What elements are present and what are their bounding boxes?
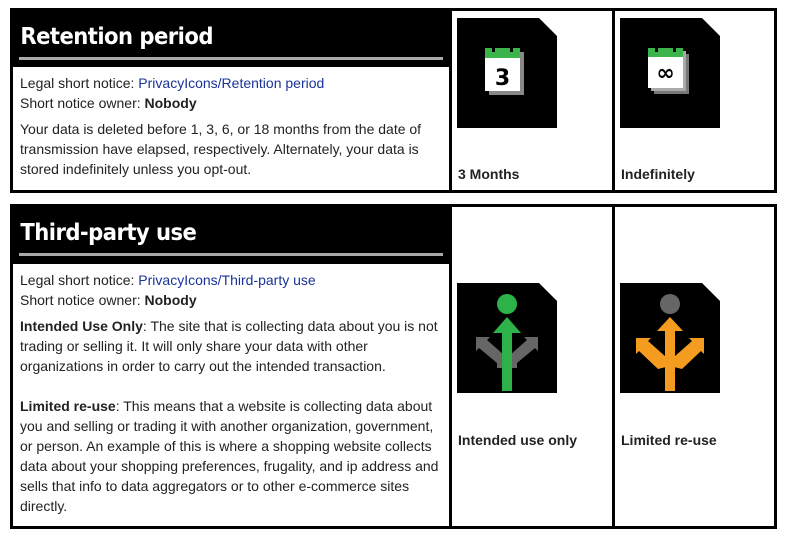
third-party-body	[13, 264, 449, 526]
owner-prefix: Short notice owner:	[20, 292, 145, 308]
owner-value: Nobody	[144, 292, 197, 308]
retention-period-section	[10, 8, 777, 193]
calendar-3-months-icon	[457, 18, 557, 128]
retention-notice-link[interactable]: PrivacyIcons/Retention period	[138, 75, 325, 91]
third-party-title: Third-party use	[20, 220, 197, 246]
calendar-glyph: ∞	[656, 61, 675, 86]
owner-value: Nobody	[144, 95, 197, 111]
limited-reuse-text: : This means that a website is collecting data about you and selling or trading it with another organization, government, or person. An example of this is where a shopping website collects data about your shopping preferences, frugality, and ip address and sells that info to data aggregators or to other e-commerce sites directly.	[20, 398, 439, 514]
limited-reuse-term: Limited re-use	[20, 398, 116, 414]
icon-cell-intended-use	[452, 207, 612, 526]
limited-reuse-paragraph	[20, 396, 441, 516]
header-rule	[19, 253, 443, 256]
header-rule	[19, 57, 443, 60]
third-party-owner-line	[20, 290, 441, 310]
intended-use-paragraph	[20, 316, 441, 376]
notice-prefix: Legal short notice:	[20, 75, 139, 91]
icon-cell-indefinitely	[615, 11, 774, 190]
third-party-description-panel	[13, 207, 449, 526]
owner-prefix: Short notice owner:	[20, 95, 145, 111]
third-party-notice-line	[20, 270, 441, 290]
third-party-notice-link[interactable]: PrivacyIcons/Third-party use	[138, 272, 316, 288]
notice-prefix: Legal short notice:	[20, 272, 139, 288]
calendar-infinity-icon	[620, 18, 720, 128]
label-3-months: 3 Months	[458, 166, 520, 182]
retention-notice-line	[20, 73, 441, 93]
label-limited-reuse: Limited re-use	[621, 432, 717, 448]
label-intended-use: Intended use only	[458, 432, 578, 448]
retention-body	[13, 67, 449, 190]
calendar-glyph: 3	[494, 66, 511, 91]
icon-cell-limited-reuse	[615, 207, 774, 526]
retention-title: Retention period	[20, 24, 213, 50]
limited-reuse-arrows-icon	[620, 283, 720, 393]
retention-description-panel	[13, 11, 449, 190]
third-party-use-section	[10, 204, 777, 529]
third-party-header	[13, 207, 449, 264]
retention-owner-line	[20, 93, 441, 113]
retention-header	[13, 11, 449, 67]
intended-use-term: Intended Use Only	[20, 318, 143, 334]
retention-description: Your data is deleted before 1, 3, 6, or 18 months from the date of transmission have elapsed, respectively. Alternately, your data is stored indefinitely unless you opt-out.	[20, 121, 422, 177]
intended-use-arrow-icon	[457, 283, 557, 393]
icon-cell-3-months	[452, 11, 612, 190]
intended-use-text: : The site that is collecting data about you is not trading or selling it. It will only share your data with other organizations in order to carry out the intended transaction.	[20, 318, 438, 374]
label-indefinitely: Indefinitely	[621, 166, 695, 182]
